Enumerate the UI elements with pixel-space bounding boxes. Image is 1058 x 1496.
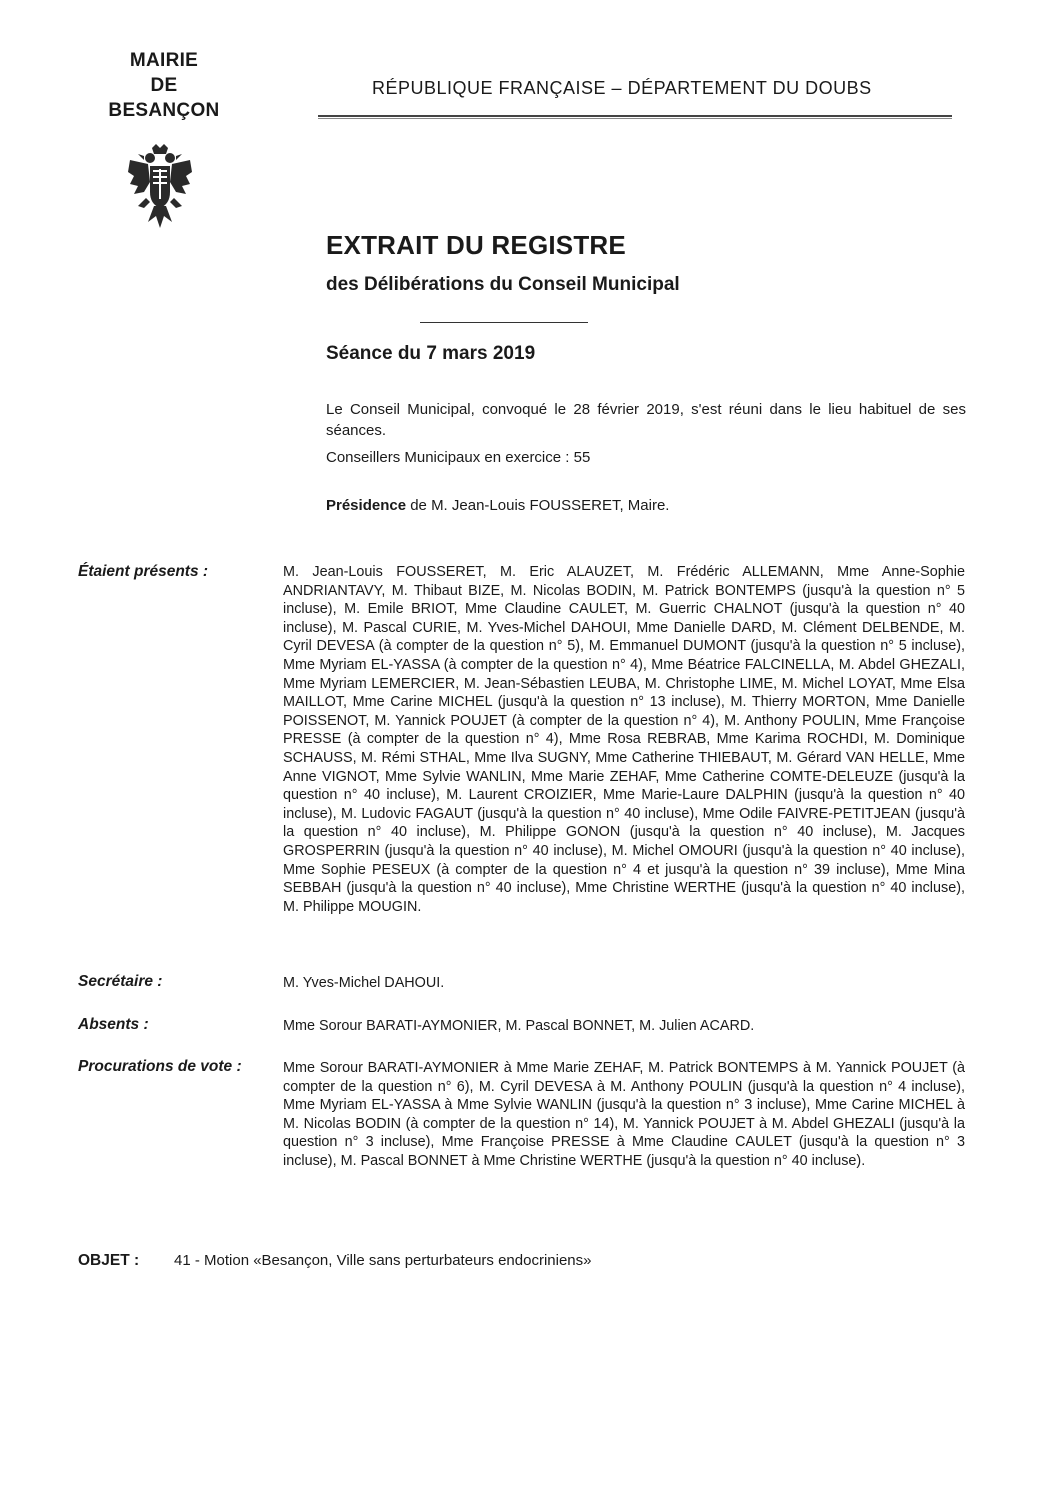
absents-text: Mme Sorour BARATI-AYMONIER, M. Pascal BONNET, M. Julien ACARD. <box>283 1018 755 1034</box>
procurations-text: Mme Sorour BARATI-AYMONIER à Mme Marie ZEHAF, M. Patrick BONTEMPS à M. Yannick POUJET (à compter de la question n° 6), M. Cyril DEVESA à M. Anthony POULIN (jusqu'à la question n° 4 incluse), Mme Myriam EL-YASSA à Mme Sylvie WANLIN (jusqu'à la question n° 3 incluse), Mme Carine MICHEL à M. Nicolas BODIN (à compter de la question n° 14), M. Yannick POUJET à M. Abdel GHEZALI (jusqu'à la question n° 3 incluse), Mme Françoise PRESSE à Mme Claudine CAULET (jusqu'à la question n° 3 incluse), M. Pascal BONNET à Mme Christine WERTHE (jusqu'à la question n° 40 incluse). <box>283 1060 965 1169</box>
secretaire-label: Secrétaire : <box>78 973 163 990</box>
mairie-line-1: MAIRIE <box>129 50 199 71</box>
absents-label: Absents : <box>78 1016 149 1033</box>
presidence-text: de M. Jean-Louis FOUSSERET, Maire. <box>406 497 670 514</box>
mairie-line-3: BESANÇON <box>108 100 220 121</box>
presidence-label: Présidence <box>326 497 407 514</box>
seance-date: Séance du 7 mars 2019 <box>326 343 536 364</box>
conseillers-en-exercice: Conseillers Municipaux en exercice : 55 <box>326 449 591 466</box>
republique-heading: RÉPUBLIQUE FRANÇAISE – DÉPARTEMENT DU DOUBS <box>372 78 872 98</box>
header-divider <box>318 115 952 119</box>
title-divider <box>420 322 588 323</box>
mairie-line-2: DE <box>150 75 178 96</box>
objet-text: 41 - Motion «Besançon, Ville sans perturbateurs endocriniens» <box>174 1252 592 1269</box>
presents-text: M. Jean-Louis FOUSSERET, M. Eric ALAUZET, M. Frédéric ALLEMANN, Mme Anne-Sophie ANDRIANTAVY, M. Thibaut BIZE, M. Nicolas BODIN, M. Patrick BONTEMPS (jusqu'à la question n° 5 incluse), M. Emile BRIOT, Mme Claudine CAULET, M. Guerric CHALNOT (jusqu'à la question n° 40 incluse), M. Pascal CURIE, M. Yves-Michel DAHOUI, Mme Danielle DARD, M. Clément DELBENDE, M. Cyril DEVESA (à compter de la question n° 5), M. Emmanuel DUMONT (jusqu'à la question n° 5 incluse), Mme Myriam EL-YASSA (à compter de la question n° 4), Mme Béatrice FALCINELLA, M. Abdel GHEZALI, Mme Myriam LEMERCIER, M. Jean-Sébastien LEUBA, M. Christophe LIME, M. Michel LOYAT, Mme Elsa MAILLOT, Mme Carine MICHEL (jusqu'à la question n° 13 incluse), M. Thierry MORTON, Mme Danielle POISSENOT, M. Yannick POUJET (à compter de la question n° 4), M. Anthony POULIN, Mme Françoise PRESSE (à compter de la question n° 4), Mme Rosa REBRAB, Mme Karima ROCHDI, M. Dominique SCHAUSS, M. Rémi STHAL, Mme Ilva SUGNY, Mme Catherine THIEBAUT, M. Gérard VAN HELLE, Mme Anne VIGNOT, Mme Sylvie WANLIN, Mme Marie ZEHAF, Mme Catherine COMTE-DELEUZE (jusqu'à la question n° 40 incluse), M. Laurent CROIZIER, Mme Marie-Laure DALPHIN (jusqu'à la question n° 40 incluse), M. Ludovic FAGAUT (jusqu'à la question n° 40 incluse), Mme Odile FAIVRE-PETITJEAN (jusqu'à la question n° 40 incluse), M. Philippe GONON (jusqu'à la question n° 40 incluse), M. Jacques GROSPERRIN (jusqu'à la question n° 40 incluse), M. Michel OMOURI (jusqu'à la question n° 40 incluse), Mme Sophie PESEUX (à compter de la question n° 4 et jusqu'à la question n° 39 incluse), Mme Mina SEBBAH (jusqu'à la question n° 40 incluse), Mme Christine WERTHE (jusqu'à la question n° 40 incluse), M. Philippe MOUGIN. <box>283 564 965 915</box>
objet-label: OBJET : <box>78 1252 140 1269</box>
procurations-label: Procurations de vote : <box>78 1058 242 1075</box>
document-title: EXTRAIT DU REGISTRE <box>326 230 626 260</box>
intro-paragraph: Le Conseil Municipal, convoqué le 28 février 2019, s'est réuni dans le lieu habituel de ses séances. <box>326 401 966 439</box>
presents-label: Étaient présents : <box>78 563 209 580</box>
document-subtitle: des Délibérations du Conseil Municipal <box>326 274 680 295</box>
mairie-heading <box>108 48 220 123</box>
secretaire-text: M. Yves-Michel DAHOUI. <box>283 975 445 991</box>
presidence-line <box>326 497 669 514</box>
eagle-crest-icon <box>126 142 194 232</box>
